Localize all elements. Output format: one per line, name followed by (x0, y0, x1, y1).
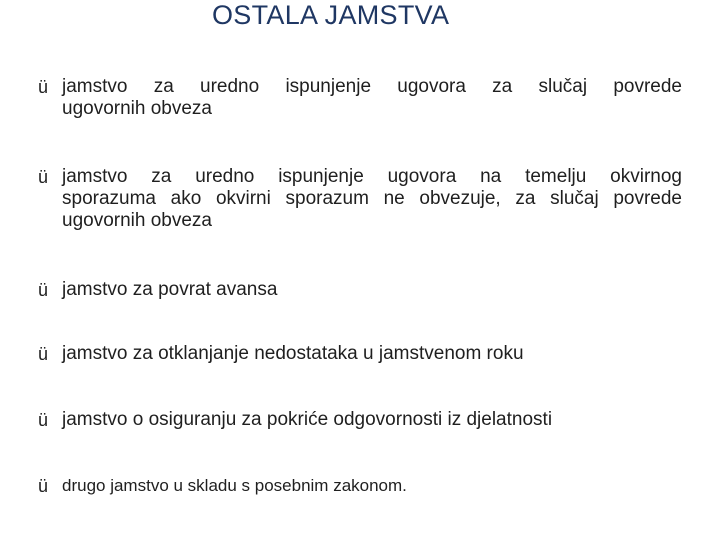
list-item (38, 166, 682, 232)
list-item-text: jamstvo za uredno ispunjenje ugovora na temelju okvirnog (62, 166, 682, 187)
list-item (38, 343, 682, 365)
list-item-text: drugo jamstvo u skladu s posebnim zakonom. (62, 476, 407, 495)
list-item-text-continued: ugovornih obveza (62, 210, 212, 231)
slide-title: OSTALA JAMSTVA (212, 0, 450, 30)
list-item-text: jamstvo za uredno ispunjenje ugovora za slučaj povrede (62, 76, 682, 97)
list-item-text: jamstvo o osiguranju za pokriće odgovornosti iz djelatnosti (62, 409, 553, 430)
list-item (38, 279, 682, 301)
list-item-text-continued: ugovornih obveza (62, 98, 212, 119)
list-item-text: jamstvo za otklanjanje nedostataka u jamstvenom roku (62, 343, 524, 364)
list-item (38, 76, 682, 120)
list-item (38, 475, 682, 497)
checkmark-icon: ü (38, 344, 49, 364)
list-item-text: jamstvo za povrat avansa (62, 279, 278, 300)
list-item-text-continued: sporazuma ako okvirni sporazum ne obvezuje, za slučaj povrede (62, 188, 682, 209)
checkmark-icon: ü (38, 476, 49, 496)
checkmark-icon: ü (38, 167, 49, 187)
checkmark-icon: ü (38, 280, 49, 300)
checkmark-icon: ü (38, 410, 49, 430)
list-item (38, 409, 682, 431)
checkmark-icon: ü (38, 77, 49, 97)
